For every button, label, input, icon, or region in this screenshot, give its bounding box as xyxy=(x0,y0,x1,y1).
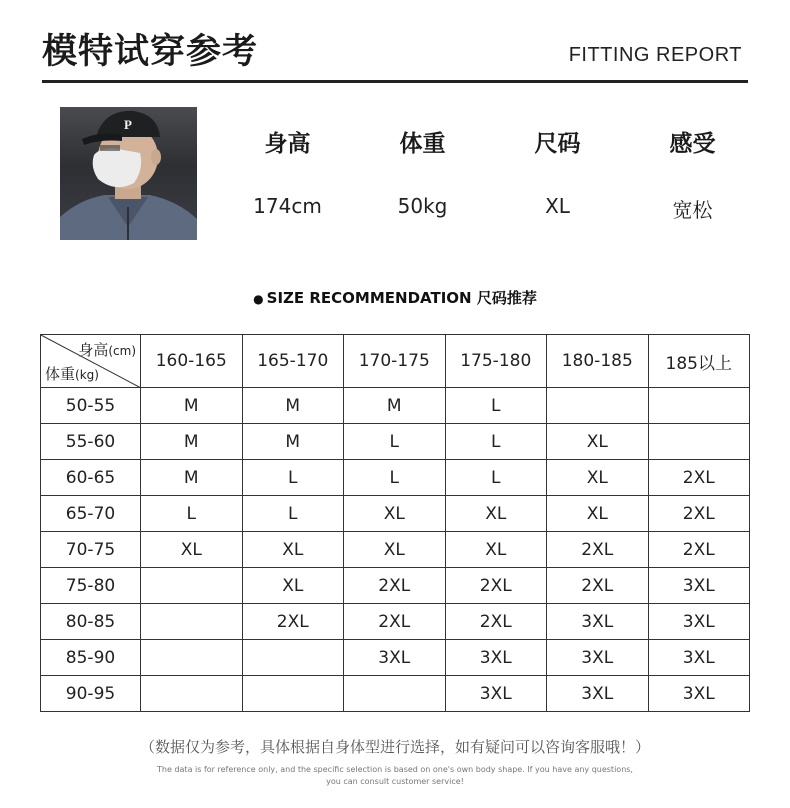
size-cell: 3XL xyxy=(648,568,750,604)
model-value-size: XL xyxy=(545,194,570,218)
size-cell: 3XL xyxy=(648,604,750,640)
model-value-height: 174cm xyxy=(253,194,322,218)
size-cell: 3XL xyxy=(547,604,649,640)
table-corner-cell xyxy=(41,335,141,388)
size-cell: M xyxy=(242,388,344,424)
size-cell: XL xyxy=(547,460,649,496)
corner-height-label: 身高(cm) xyxy=(78,341,136,359)
weight-cell: 80-85 xyxy=(41,604,141,640)
size-cell: 2XL xyxy=(344,568,446,604)
size-cell: L xyxy=(445,460,547,496)
model-value-feel: 宽松 xyxy=(672,198,713,222)
weight-cell: 70-75 xyxy=(41,532,141,568)
page-subtitle: FITTING REPORT xyxy=(568,44,742,66)
weight-cell: 75-80 xyxy=(41,568,141,604)
size-cell: XL xyxy=(242,568,344,604)
size-cell: L xyxy=(242,460,344,496)
height-header-cell: 160-165 xyxy=(141,335,243,388)
fine-print-line-1: The data is for reference only, and the specific selection is based on one's own body shape. If you have any questions, xyxy=(157,765,633,774)
weight-cell: 60-65 xyxy=(41,460,141,496)
size-cell: 2XL xyxy=(547,532,649,568)
weight-cell: 55-60 xyxy=(41,424,141,460)
size-cell: 2XL xyxy=(648,496,750,532)
fine-print-line-2: you can consult customer service! xyxy=(326,777,464,786)
weight-cell: 90-95 xyxy=(41,676,141,712)
size-cell: XL xyxy=(344,496,446,532)
model-photo xyxy=(60,107,197,240)
disclaimer-note: （数据仅为参考，具体根据自身体型进行选择，如有疑问可以咨询客服哦！） xyxy=(139,738,650,756)
size-cell: 3XL xyxy=(648,676,750,712)
size-cell: XL xyxy=(344,532,446,568)
table-row xyxy=(41,496,750,532)
size-cell: XL xyxy=(141,532,243,568)
header-divider xyxy=(42,80,748,83)
size-cell: 2XL xyxy=(648,460,750,496)
size-cell: 2XL xyxy=(547,568,649,604)
size-cell: M xyxy=(141,460,243,496)
size-cell: XL xyxy=(547,424,649,460)
size-cell: 2XL xyxy=(344,604,446,640)
size-cell xyxy=(141,640,243,676)
model-info xyxy=(220,125,760,223)
size-cell xyxy=(648,388,750,424)
size-cell: 2XL xyxy=(445,568,547,604)
size-cell: M xyxy=(344,388,446,424)
model-label-size: 尺码 xyxy=(534,131,581,157)
table-row xyxy=(41,532,750,568)
table-row xyxy=(41,388,750,424)
table-row xyxy=(41,676,750,712)
weight-cell: 65-70 xyxy=(41,496,141,532)
table-row xyxy=(41,424,750,460)
size-cell xyxy=(141,604,243,640)
size-cell: 2XL xyxy=(445,604,547,640)
size-chart-table xyxy=(40,334,750,712)
recommendation-title: SIZE RECOMMENDATION 尺码推荐 xyxy=(266,289,537,307)
size-cell: 2XL xyxy=(242,604,344,640)
size-cell: 3XL xyxy=(648,640,750,676)
size-cell: 3XL xyxy=(445,676,547,712)
table-header-row xyxy=(41,335,750,388)
size-cell xyxy=(242,676,344,712)
weight-cell: 85-90 xyxy=(41,640,141,676)
size-cell: XL xyxy=(445,496,547,532)
table-row xyxy=(41,604,750,640)
table-row xyxy=(41,460,750,496)
size-cell xyxy=(141,568,243,604)
recommendation-heading xyxy=(0,287,790,308)
height-header-cell: 170-175 xyxy=(344,335,446,388)
model-value-weight: 50kg xyxy=(397,194,448,218)
model-label-weight: 体重 xyxy=(399,131,446,157)
size-cell xyxy=(547,388,649,424)
model-label-height: 身高 xyxy=(264,131,311,157)
height-header-cell: 180-185 xyxy=(547,335,649,388)
size-cell xyxy=(344,676,446,712)
size-cell: L xyxy=(242,496,344,532)
size-cell xyxy=(648,424,750,460)
size-cell: XL xyxy=(445,532,547,568)
weight-cell: 50-55 xyxy=(41,388,141,424)
size-cell: M xyxy=(242,424,344,460)
size-cell: L xyxy=(445,388,547,424)
height-header-cell: 165-170 xyxy=(242,335,344,388)
size-cell: L xyxy=(344,424,446,460)
size-cell: L xyxy=(445,424,547,460)
size-cell: 3XL xyxy=(547,640,649,676)
size-cell: L xyxy=(141,496,243,532)
size-cell: XL xyxy=(242,532,344,568)
page-title: 模特试穿参考 xyxy=(42,32,259,72)
corner-weight-label: 体重(kg) xyxy=(45,365,99,383)
table-row xyxy=(41,640,750,676)
height-header-cell: 185以上 xyxy=(648,335,750,388)
size-cell: XL xyxy=(547,496,649,532)
size-cell: 2XL xyxy=(648,532,750,568)
size-cell: M xyxy=(141,388,243,424)
size-cell: 3XL xyxy=(547,676,649,712)
bullet-icon: ● xyxy=(253,292,264,306)
size-cell: 3XL xyxy=(344,640,446,676)
size-cell: M xyxy=(141,424,243,460)
model-label-feel: 感受 xyxy=(669,131,716,157)
size-cell xyxy=(141,676,243,712)
table-row xyxy=(41,568,750,604)
size-cell: 3XL xyxy=(445,640,547,676)
height-header-cell: 175-180 xyxy=(445,335,547,388)
size-cell xyxy=(242,640,344,676)
size-cell: L xyxy=(344,460,446,496)
fine-print xyxy=(150,764,640,788)
svg-text:P: P xyxy=(124,117,132,132)
